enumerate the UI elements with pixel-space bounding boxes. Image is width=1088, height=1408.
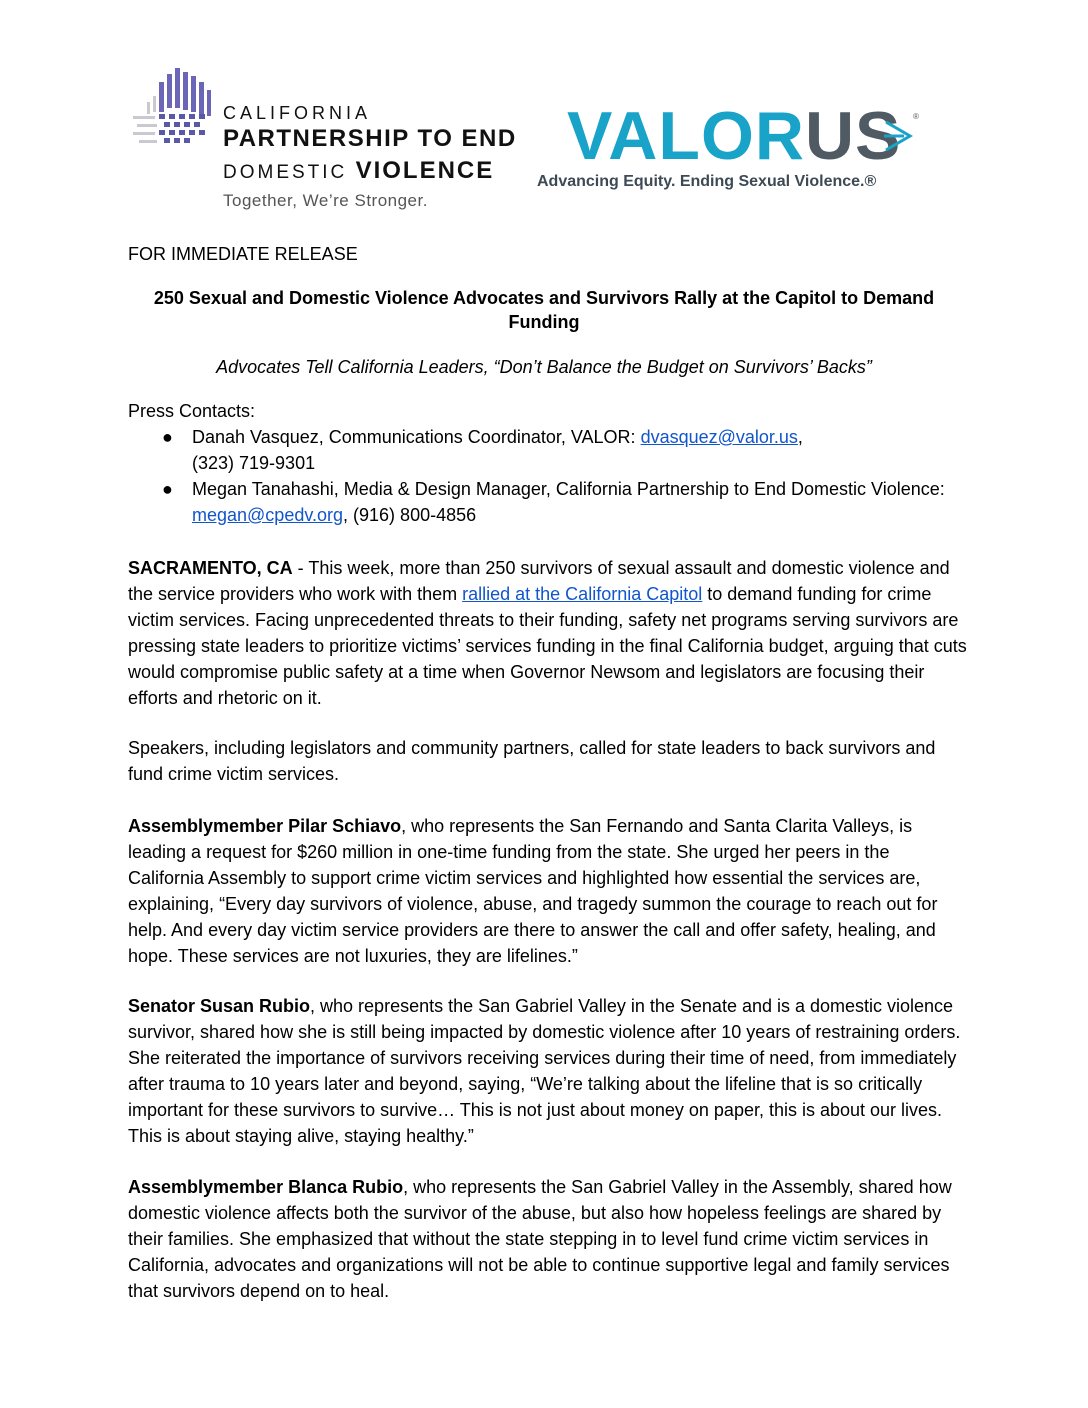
valor-tagline: Advancing Equity. Ending Sexual Violence.® xyxy=(537,173,877,190)
paragraph-dateline xyxy=(128,555,968,711)
cpedv-line3-bold: VIOLENCE xyxy=(355,157,495,184)
speaker-name: Assemblymember Blanca Rubio xyxy=(128,1177,404,1197)
paragraph-text: , who represents the San Gabriel Valley in the Senate and is a domestic violence survivor, shared how she is still being impacted by domestic violence after 10 years of restraining orders. She reiterated the importance of survivors receiving services during their time of need, from immediately after trauma to 10 years later and beyond, saying, “We’re talking about the lifeline that is so critically important for these survivors to survive… This is not just about money on paper, this is about our lives. This is about staying alive, staying healthy.” xyxy=(128,996,961,1146)
bullet-icon: ● xyxy=(162,427,173,447)
cpedv-line1: CALIFORNIA xyxy=(223,103,372,123)
valor-word-part2: US xyxy=(804,98,902,174)
paragraph-blanca-rubio xyxy=(128,1174,968,1304)
dateline: SACRAMENTO, CA xyxy=(128,558,293,578)
release-label: FOR IMMEDIATE RELEASE xyxy=(128,244,358,264)
headline: 250 Sexual and Domestic Violence Advocates and Survivors Rally at the Capitol to Demand Funding xyxy=(153,288,935,332)
hands-mark-icon xyxy=(133,66,223,156)
subheadline: Advocates Tell California Leaders, “Don’t Balance the Budget on Survivors’ Backs” xyxy=(216,357,872,377)
chevron-arrow-icon xyxy=(882,116,916,156)
bullet-icon: ● xyxy=(162,479,173,499)
valor-word-part1: VALOR xyxy=(567,98,805,174)
contact-text: Danah Vasquez, Communications Coordinator, VALOR: xyxy=(192,427,641,447)
contact-item xyxy=(128,424,968,476)
cpedv-line3 xyxy=(223,157,494,185)
contact-text-after: , xyxy=(797,427,803,447)
email-link[interactable]: dvasquez@valor.us xyxy=(640,427,798,447)
paragraph-text: - This week, more than 250 survivors of sexual assault and domestic violence and the service providers who work with them xyxy=(128,558,950,604)
cpedv-tagline: Together, We’re Stronger. xyxy=(223,191,428,210)
press-contacts-label: Press Contacts: xyxy=(128,401,256,421)
cpedv-logo xyxy=(133,66,523,216)
email-link[interactable]: megan@cpedv.org xyxy=(192,505,344,525)
paragraph-schiavo xyxy=(128,813,968,969)
speaker-name: Assemblymember Pilar Schiavo xyxy=(128,816,402,836)
cpedv-line3-light: DOMESTIC xyxy=(223,162,348,183)
valor-registered-mark: ® xyxy=(913,112,919,121)
contact-phone: (323) 719-9301 xyxy=(192,453,316,473)
contact-text-after: , (916) 800-4856 xyxy=(343,505,477,525)
contact-text: Megan Tanahashi, Media & Design Manager, California Partnership to End Domestic Violence: xyxy=(192,479,945,499)
paragraph-speakers: Speakers, including legislators and community partners, called for state leaders to back survivors and fund crime victim services. xyxy=(128,738,936,784)
paragraph-text: , who represents the San Fernando and Santa Clarita Valleys, is leading a request for $260 million in one-time funding from the state. She urged her peers in the California Assembly to support crime victim services and highlighted how essential the services are, explaining, “Every day survivors of violence, abuse, and tragedy summon the courage to reach out for help. And every day victim service providers are there to answer the call and offer safety, healing, and hope. These services are not luxuries, they are lifelines.” xyxy=(128,816,938,966)
speaker-name: Senator Susan Rubio xyxy=(128,996,311,1016)
paragraph-text: , who represents the San Gabriel Valley in the Assembly, shared how domestic violence affects both the survivor of the abuse, but also how hopeless feelings are shared by their families. She emphasized that without the state stepping in to level fund crime victim services in California, advocates and organizations will not be able to continue supportive legal and family services that survivors depend on to heal. xyxy=(128,1177,952,1301)
contact-item xyxy=(128,476,968,528)
valor-wordmark xyxy=(567,98,902,174)
paragraph-susan-rubio xyxy=(128,993,968,1149)
paragraph-text: to demand funding for crime victim services. Facing unprecedented threats to their funding, safety net programs serving survivors are pressing state leaders to prioritize victims’ services funding in the final California budget, arguing that cuts would compromise public safety at a time when Governor Newsom and legislators are focusing their efforts and rhetoric on it. xyxy=(128,584,967,708)
cpedv-line2: PARTNERSHIP TO END xyxy=(223,125,517,152)
rally-link[interactable]: rallied at the California Capitol xyxy=(462,584,703,604)
valor-logo xyxy=(537,98,937,198)
press-contacts-list xyxy=(128,424,968,528)
